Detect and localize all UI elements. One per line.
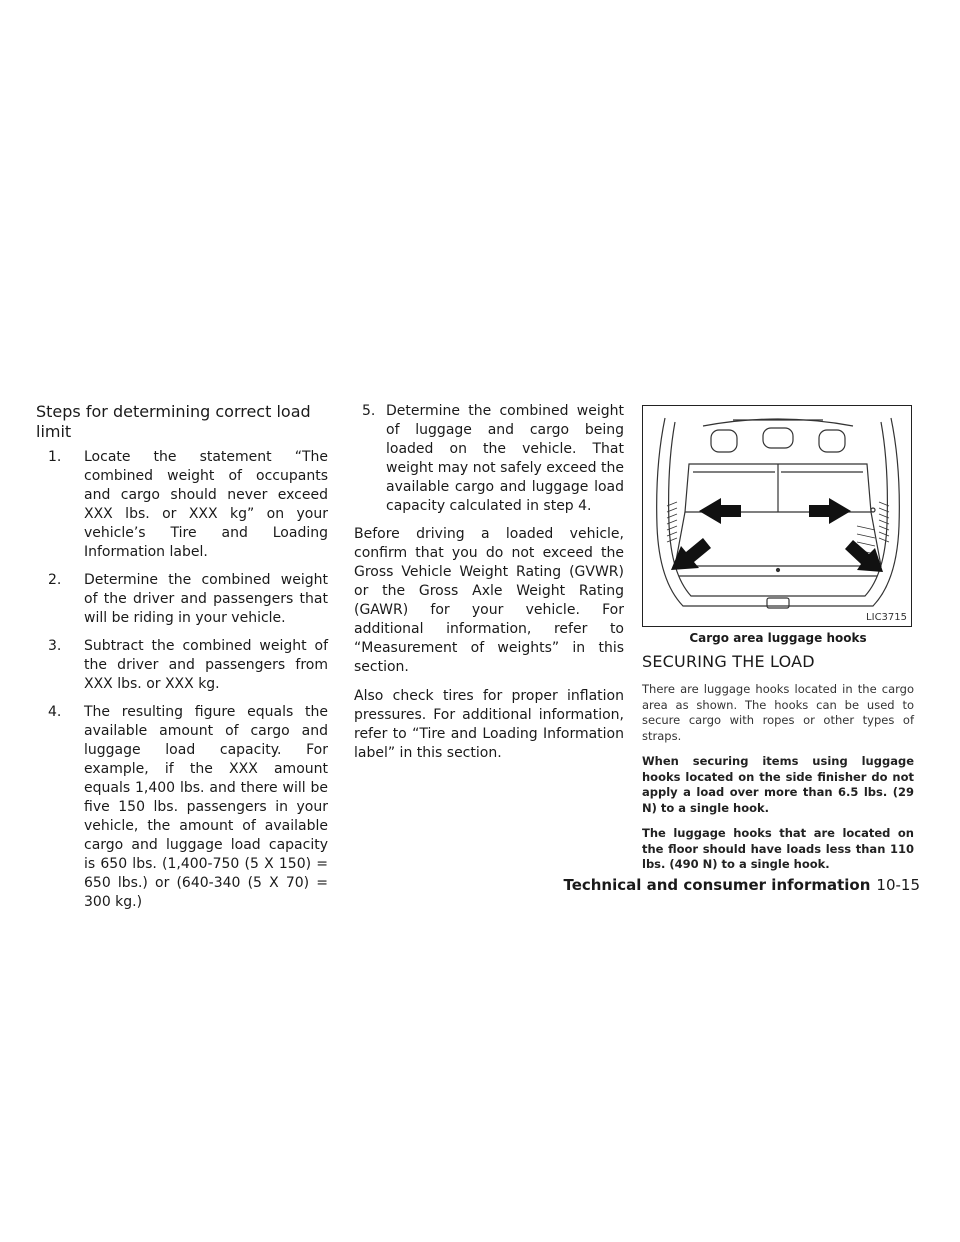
step-number: 3. (48, 638, 62, 654)
luggage-hooks-paragraph: There are luggage hooks located in the cargo area as shown. The hooks can be used to secure cargo with ropes or other types of straps. (642, 682, 914, 743)
list-item (36, 637, 328, 694)
gvwr-paragraph: Before driving a loaded vehicle, confirm that you do not exceed the Gross Vehicle Weight Rating (GVWR) or the Gross Axle Weight Rating (GAWR) for your vehicle. For additional information, refer to “Measurement of weights” in this section. (354, 526, 624, 675)
right-column (642, 402, 914, 883)
load-limit-steps (36, 448, 328, 912)
step-number: 4. (48, 704, 62, 720)
step-number: 2. (48, 572, 62, 588)
page-footer (563, 875, 920, 895)
figure-code: LIC3715 (866, 612, 907, 623)
step-text: Subtract the combined weight of the driver and passengers from XXX lbs. or XXX kg. (84, 638, 328, 692)
list-item (354, 402, 624, 516)
step-number: 5. (362, 403, 376, 419)
load-limit-heading: Steps for determining correct load limit (36, 402, 311, 441)
side-hook-warning: When securing items using luggage hooks located on the side finisher do not apply a load over more than 6.5 lbs. (29 N) to a single hook. (642, 754, 914, 815)
list-item (36, 448, 328, 562)
step-number: 1. (48, 449, 62, 465)
step-text: Locate the statement “The combined weight of occupants and cargo should never exceed XXX lbs. or XXX kg” on your vehicle’s Tire and Loading Information label. (84, 449, 328, 560)
load-limit-steps-continued (354, 402, 624, 516)
left-column (36, 402, 328, 921)
footer-section-title: Technical and consumer information (563, 876, 871, 894)
inflation-paragraph: Also check tires for proper inflation pressures. For additional information, refer to “Tire and Loading Information label” in this section. (354, 688, 624, 761)
list-item (36, 571, 328, 628)
page-number: 10-15 (876, 876, 920, 894)
list-item (36, 703, 328, 912)
step-text: Determine the combined weight of luggage and cargo being loaded on the vehicle. That weight may not safely exceed the available cargo and luggage load capacity calculated in step 4. (386, 403, 624, 514)
cargo-area-illustration (642, 405, 912, 627)
step-text: The resulting figure equals the available amount of cargo and luggage load capacity. For example, if the XXX amount equals 1,400 lbs. and there will be five 150 lbs. passengers in your vehicle, the amount of available cargo and luggage load capacity is 650 lbs. (1,400-750 (5 X 150) = 650 lbs.) or (640-340 (5 X 70) = 300 kg.) (84, 704, 328, 910)
floor-hook-warning: The luggage hooks that are located on the floor should have loads less than 110 lbs. (490 N) to a single hook. (642, 826, 914, 871)
middle-column (354, 402, 624, 773)
cargo-area-drawing (643, 406, 912, 627)
figure-caption: Cargo area luggage hooks (689, 631, 867, 645)
step-text: Determine the combined weight of the driver and passengers that will be riding in your vehicle. (84, 572, 328, 626)
section-heading: SECURING THE LOAD (642, 652, 815, 671)
